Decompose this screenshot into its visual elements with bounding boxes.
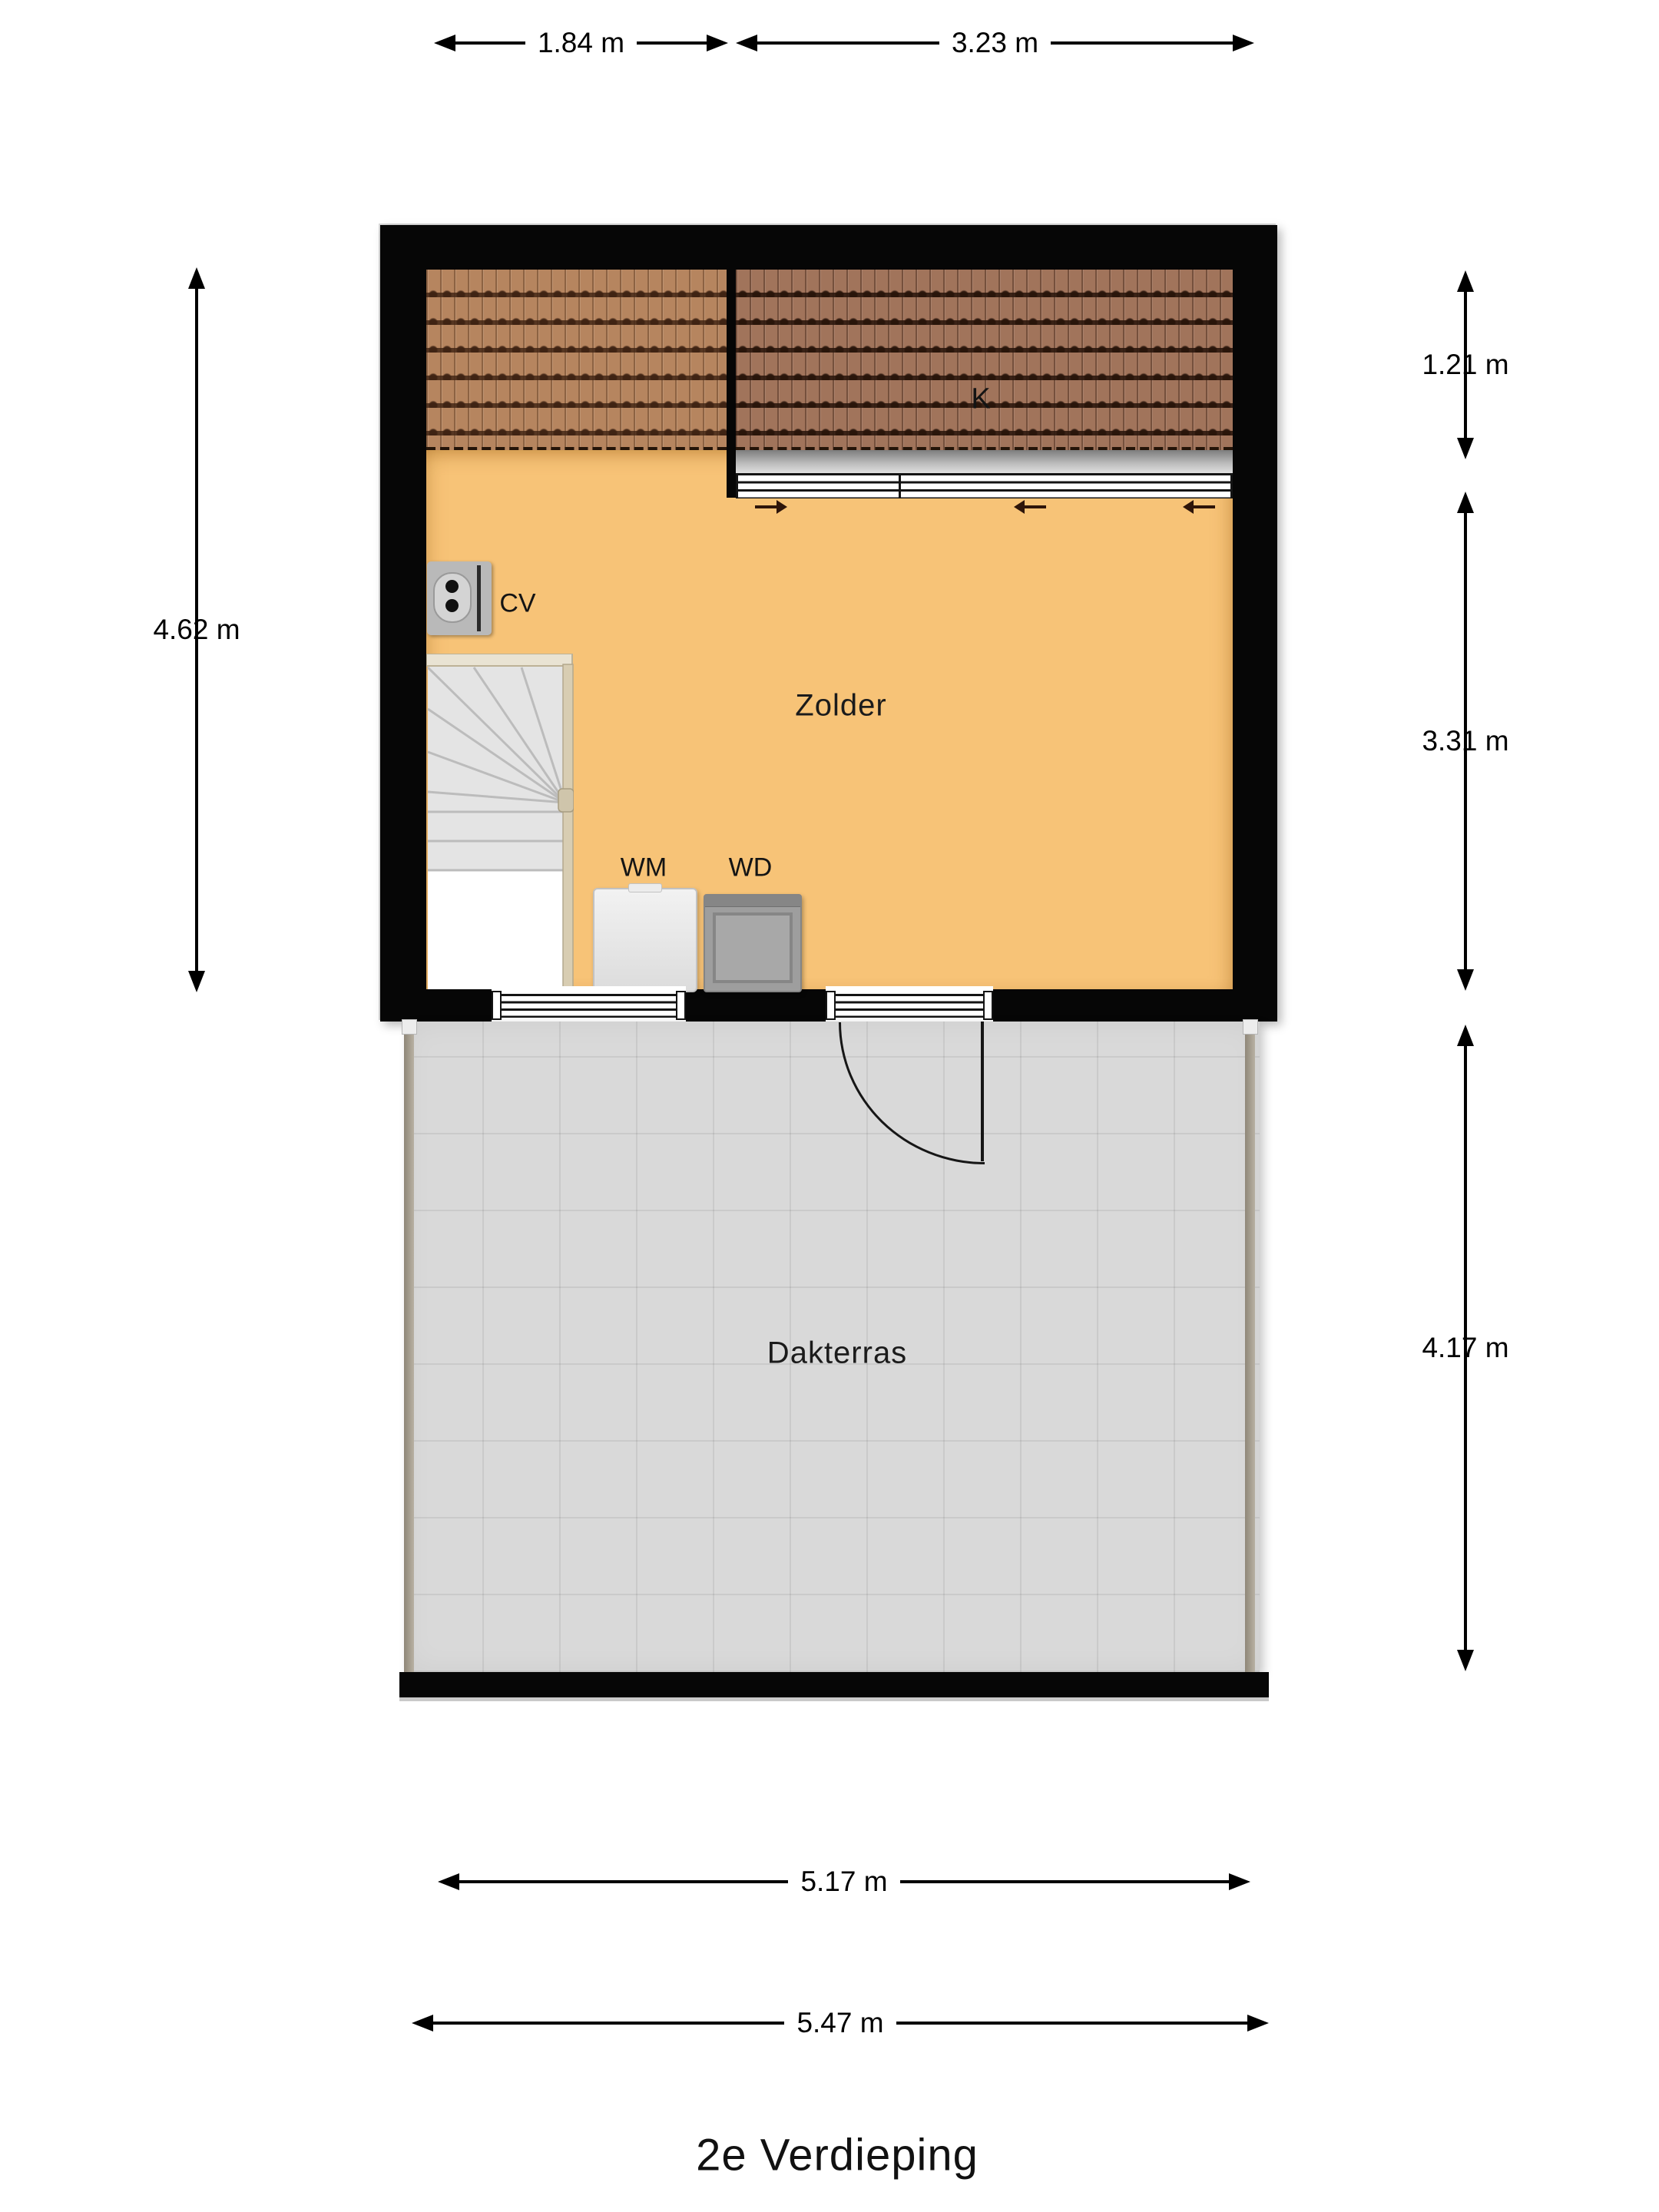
cv-boiler	[427, 561, 492, 635]
terrace-railing-post	[1243, 1019, 1258, 1035]
window-jamb	[676, 991, 686, 1020]
wd-door-panel	[713, 912, 793, 983]
door-leaf	[981, 1022, 984, 1161]
dimension-line	[455, 41, 525, 45]
terrace-railing-left	[404, 1032, 414, 1672]
roof-section-right	[736, 270, 1233, 452]
cv-dot-icon	[445, 599, 459, 612]
cv-flue	[433, 572, 472, 623]
dimension-line	[459, 1880, 788, 1883]
wm-label: WM	[620, 853, 667, 882]
arrowhead-west-icon	[434, 35, 455, 51]
arrowhead-north-icon	[188, 267, 205, 289]
room-label-zolder: Zolder	[795, 688, 887, 723]
terrace-railing-bottom	[399, 1672, 1269, 1697]
dimension-top-left	[434, 26, 728, 60]
window-glass-lines	[502, 994, 676, 1018]
window-jamb	[492, 991, 502, 1020]
dimension-right-terrace	[1422, 1025, 1509, 1671]
cv-dot-icon	[445, 580, 459, 593]
dimension-label: 1.84 m	[537, 27, 625, 58]
dimension-bottom-terrace	[438, 1865, 1250, 1899]
arrowhead-north-icon	[1457, 1025, 1474, 1046]
dimension-right-roof	[1422, 270, 1509, 459]
dimension-right-room	[1422, 492, 1509, 991]
dimension-line	[1051, 41, 1233, 45]
arrowhead-south-icon	[1457, 969, 1474, 991]
roof-section-left	[426, 270, 727, 452]
arrowhead-west-icon	[736, 35, 757, 51]
arrowhead-east-icon	[1233, 35, 1254, 51]
dimension-label: 4.17 m	[1422, 1332, 1509, 1363]
window-frame-bar	[736, 473, 738, 498]
roof-divider-wall	[727, 270, 736, 498]
wm-drawer	[628, 883, 662, 892]
terrace-railing-post	[402, 1019, 417, 1035]
window-frame-bar	[899, 473, 901, 498]
arrowhead-north-icon	[1457, 492, 1474, 513]
arrowhead-south-icon	[188, 971, 205, 992]
door-jamb	[983, 991, 993, 1020]
cv-label: CV	[499, 588, 536, 618]
dimension-line	[757, 41, 939, 45]
dimension-label: 1.21 m	[1422, 349, 1509, 380]
cv-panel-line	[477, 565, 481, 631]
dimension-label: 3.31 m	[1422, 725, 1509, 757]
wd-label: WD	[728, 853, 773, 882]
dimension-line	[896, 2022, 1247, 2025]
dimension-label: 5.17 m	[800, 1866, 888, 1897]
washing-machine	[593, 888, 697, 992]
dormer-window	[736, 473, 1233, 498]
dimension-line	[433, 2022, 784, 2025]
staircase	[426, 654, 574, 989]
window-frame-bar	[1230, 473, 1233, 498]
dimension-left-height	[153, 267, 240, 992]
dimension-label: 5.47 m	[796, 2007, 884, 2038]
window-swing-arrow-icon	[1023, 505, 1046, 508]
dimension-line	[900, 1880, 1229, 1883]
arrowhead-south-icon	[1457, 438, 1474, 459]
arrowhead-west-icon	[438, 1873, 459, 1890]
window-swing-arrow-icon	[1192, 505, 1215, 508]
dormer-sill	[736, 450, 1233, 473]
arrowhead-east-icon	[1229, 1873, 1250, 1890]
dimension-label: 3.23 m	[951, 27, 1039, 58]
window-bottom-wall	[492, 986, 686, 1023]
arrowhead-south-icon	[1457, 1650, 1474, 1671]
terrace-railing-bottom-edge	[399, 1697, 1269, 1701]
arrowhead-north-icon	[1457, 270, 1474, 292]
dimension-bottom-total	[412, 2006, 1269, 2040]
window-swing-arrow-icon	[755, 505, 778, 508]
room-label-dakterras: Dakterras	[767, 1336, 908, 1370]
dimension-label: 4.62 m	[153, 614, 240, 645]
terrace-railing-right	[1245, 1032, 1255, 1672]
arrowhead-west-icon	[412, 2015, 433, 2032]
dimension-top-right	[736, 26, 1254, 60]
arrowhead-east-icon	[707, 35, 728, 51]
door-jamb	[826, 991, 836, 1020]
page-title: 2e Verdieping	[696, 2130, 979, 2181]
dryer	[704, 894, 802, 992]
dimension-line	[637, 41, 707, 45]
wd-top-panel	[705, 896, 800, 907]
door-glass-lines	[836, 994, 983, 1018]
roof-label-k: K	[971, 382, 991, 416]
arrowhead-east-icon	[1247, 2015, 1269, 2032]
terrace-door-opening	[826, 986, 993, 1023]
